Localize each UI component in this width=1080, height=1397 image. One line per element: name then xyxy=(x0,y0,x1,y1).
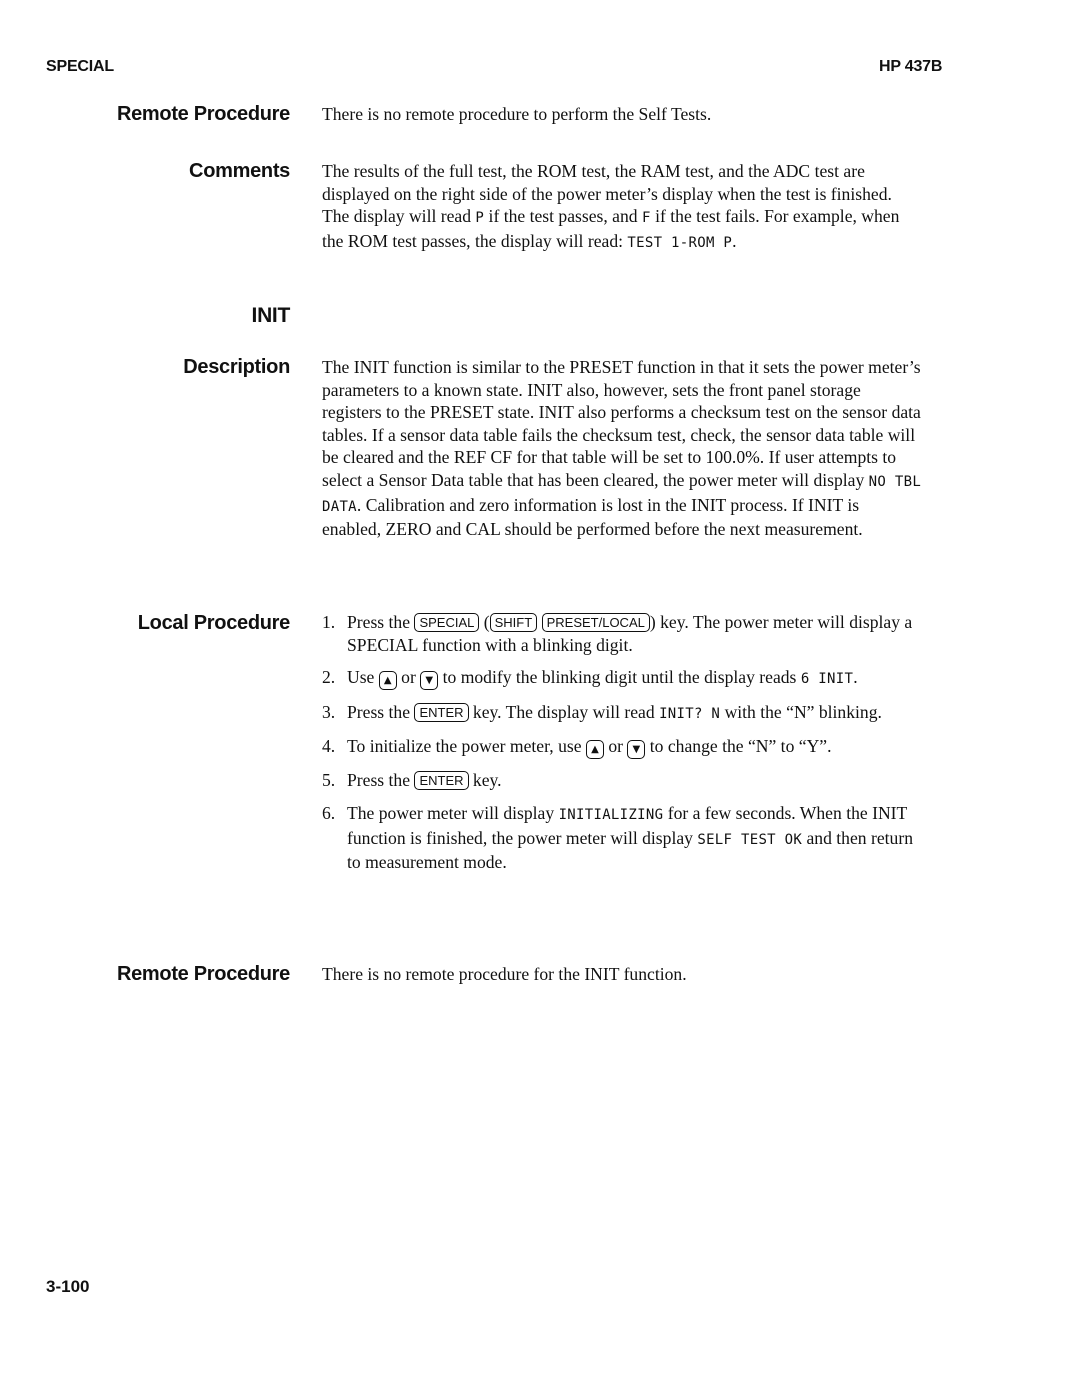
preset-local-key: PRESET/LOCAL xyxy=(542,613,650,632)
down-arrow-key-icon: ▼ xyxy=(627,740,645,759)
step-text: key. The display will read xyxy=(468,701,660,722)
step-text: to change the “N” to “Y”. xyxy=(645,736,832,757)
display-self-test-ok: SELF TEST OK xyxy=(697,831,803,848)
step-text: The power meter will display xyxy=(347,802,559,823)
comments-text-2: if the test passes, and xyxy=(484,206,642,227)
comments-text-1: The results of the full test, the ROM test, the RAM test, and the ADC test are displayed on the right side of the power meter’s display when the test is finished. The display will read xyxy=(322,161,892,227)
display-pass: P xyxy=(475,210,485,227)
step-text: ) key. The power meter will display a SPECIAL function with a blinking digit. xyxy=(347,612,913,655)
step-4 xyxy=(322,735,922,759)
display-init-query: INIT? N xyxy=(659,705,721,722)
description-label: Description xyxy=(183,356,290,378)
step-number: 6. xyxy=(322,802,336,823)
step-text: ( xyxy=(479,612,490,632)
display-example: TEST 1-ROM P xyxy=(627,234,733,251)
selftest-remote-text: There is no remote procedure to perform the Self Tests. xyxy=(322,104,712,124)
step-number: 4. xyxy=(322,736,336,757)
comments-text xyxy=(322,160,922,254)
up-arrow-key-icon: ▲ xyxy=(586,740,604,759)
step-number: 1. xyxy=(322,612,336,632)
step-text: . xyxy=(853,667,858,688)
down-arrow-key-icon: ▼ xyxy=(420,671,438,690)
local-procedure-steps xyxy=(322,611,922,884)
step-text: with the “N” blinking. xyxy=(720,701,882,722)
step-1 xyxy=(322,611,922,656)
step-text: for a few seconds. When the INIT function is finished, the power meter will display xyxy=(347,802,907,848)
step-text: key. xyxy=(468,770,502,791)
step-text: or xyxy=(603,736,628,757)
selftest-remote-label: Remote Procedure xyxy=(116,103,290,125)
init-remote-text: There is no remote procedure for the INIT function. xyxy=(322,964,687,984)
display-no-tbl-data: NO TBL DATA xyxy=(322,473,922,515)
page-header-model: HP 437B xyxy=(879,58,943,75)
step-6 xyxy=(322,802,922,874)
description-text-1: The INIT function is similar to the PRESET function in that it sets the power meter’s parameters to a known state. INIT also, however, sets the front panel storage registers to the PRESET state. INIT also performs a checksum test on the sensor data tables. If a sensor data table fails the checksum test, check, the sensor data table will be cleared and the REF CF for that table will be set to 100.0%. If user attempts to select a Sensor Data table that has been cleared, the power meter will display xyxy=(322,357,921,490)
shift-key: SHIFT xyxy=(490,613,538,632)
step-2 xyxy=(322,666,922,691)
comments-text-3: if the test fails. For example, when the ROM test passes, the display will read: xyxy=(322,206,900,251)
init-remote-label: Remote Procedure xyxy=(116,963,290,985)
step-text: or xyxy=(396,667,421,688)
step-3 xyxy=(322,701,922,726)
up-arrow-key-icon: ▲ xyxy=(379,671,397,690)
step-text: Press the xyxy=(347,770,415,791)
comments-text-4: . xyxy=(732,230,737,251)
step-text: Press the xyxy=(347,612,415,632)
display-initializing: INITIALIZING xyxy=(558,806,664,823)
display-fail: F xyxy=(641,210,651,227)
enter-key: ENTER xyxy=(414,771,468,790)
special-key: SPECIAL xyxy=(414,613,479,632)
step-text: Use xyxy=(347,667,379,688)
enter-key: ENTER xyxy=(414,703,468,722)
step-text: Press the xyxy=(347,701,415,722)
comments-label: Comments xyxy=(189,160,290,182)
local-procedure-label: Local Procedure xyxy=(137,612,290,634)
step-5 xyxy=(322,769,922,792)
step-text: To initialize the power meter, use xyxy=(347,736,586,757)
page-header-section: SPECIAL xyxy=(46,58,114,75)
step-number: 3. xyxy=(322,701,336,722)
page-number: 3-100 xyxy=(46,1277,90,1296)
step-text: to modify the blinking digit until the display reads xyxy=(438,667,801,688)
description-text-2: . Calibration and zero information is lost in the INIT process. If INIT is enabled, ZERO and CAL should be performed before the next measurement. xyxy=(322,494,863,540)
step-number: 5. xyxy=(322,770,336,791)
init-heading: INIT xyxy=(251,304,290,327)
step-text: and then return to measurement mode. xyxy=(347,827,913,873)
description-text xyxy=(322,356,922,541)
steps-list xyxy=(322,611,922,874)
step-number: 2. xyxy=(322,667,336,688)
display-6-init: 6 INIT xyxy=(800,671,854,688)
